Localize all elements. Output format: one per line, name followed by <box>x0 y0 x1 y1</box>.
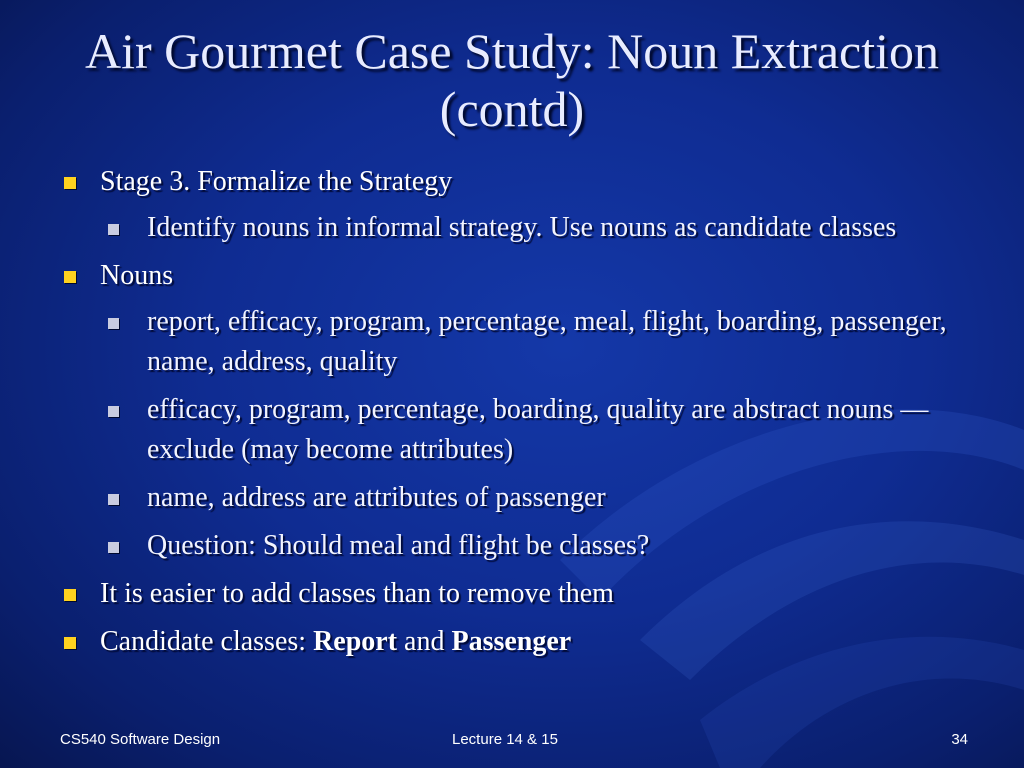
square-bullet-icon <box>108 318 119 329</box>
footer-lecture: Lecture 14 & 15 <box>452 731 558 748</box>
sub-bullet-text: Question: Should meal and flight be classes? <box>147 530 650 561</box>
square-bullet-icon <box>108 406 119 417</box>
sub-bullet-attributes <box>108 478 952 518</box>
sub-bullet-text: name, address are attributes of passenger <box>147 482 606 513</box>
sub-bullet-text: efficacy, program, percentage, boarding, quality are abstract nouns — exclude (may become attributes) <box>147 394 929 465</box>
footer-slide-number: 34 <box>951 731 968 748</box>
square-bullet-icon <box>64 589 76 601</box>
square-bullet-icon <box>64 637 76 649</box>
bullet-text-middle: and <box>397 626 452 657</box>
square-bullet-icon <box>108 542 119 553</box>
sub-bullet-question <box>108 526 952 566</box>
bullet-text: Nouns <box>100 260 174 291</box>
sub-bullet-list <box>100 208 952 248</box>
bullet-easier-to-add <box>62 574 952 614</box>
bullet-list <box>62 162 952 670</box>
bullet-text: Stage 3. Formalize the Strategy <box>100 166 453 197</box>
square-bullet-icon <box>108 494 119 505</box>
bullet-text-prefix: Candidate classes: <box>100 626 314 657</box>
square-bullet-icon <box>108 224 119 235</box>
sub-bullet-abstract-nouns <box>108 390 952 470</box>
sub-bullet-text: report, efficacy, program, percentage, meal, flight, boarding, passenger, name, address, quality <box>147 306 947 377</box>
bullet-nouns <box>62 256 952 566</box>
bullet-text: It is easier to add classes than to remove them <box>100 578 614 609</box>
sub-bullet-list <box>100 302 952 566</box>
square-bullet-icon <box>64 177 76 189</box>
sub-bullet-noun-list <box>108 302 952 382</box>
sub-bullet-text: Identify nouns in informal strategy. Use nouns as candidate classes <box>147 212 897 243</box>
class-name-report: Report <box>313 626 398 657</box>
sub-bullet-identify-nouns <box>108 208 952 248</box>
footer-course: CS540 Software Design <box>60 731 221 748</box>
bullet-stage-3 <box>62 162 952 248</box>
bullet-candidate-classes <box>62 622 952 662</box>
class-name-passenger: Passenger <box>451 626 572 657</box>
slide-title: Air Gourmet Case Study: Noun Extraction (contd) <box>84 23 940 137</box>
square-bullet-icon <box>64 271 76 283</box>
